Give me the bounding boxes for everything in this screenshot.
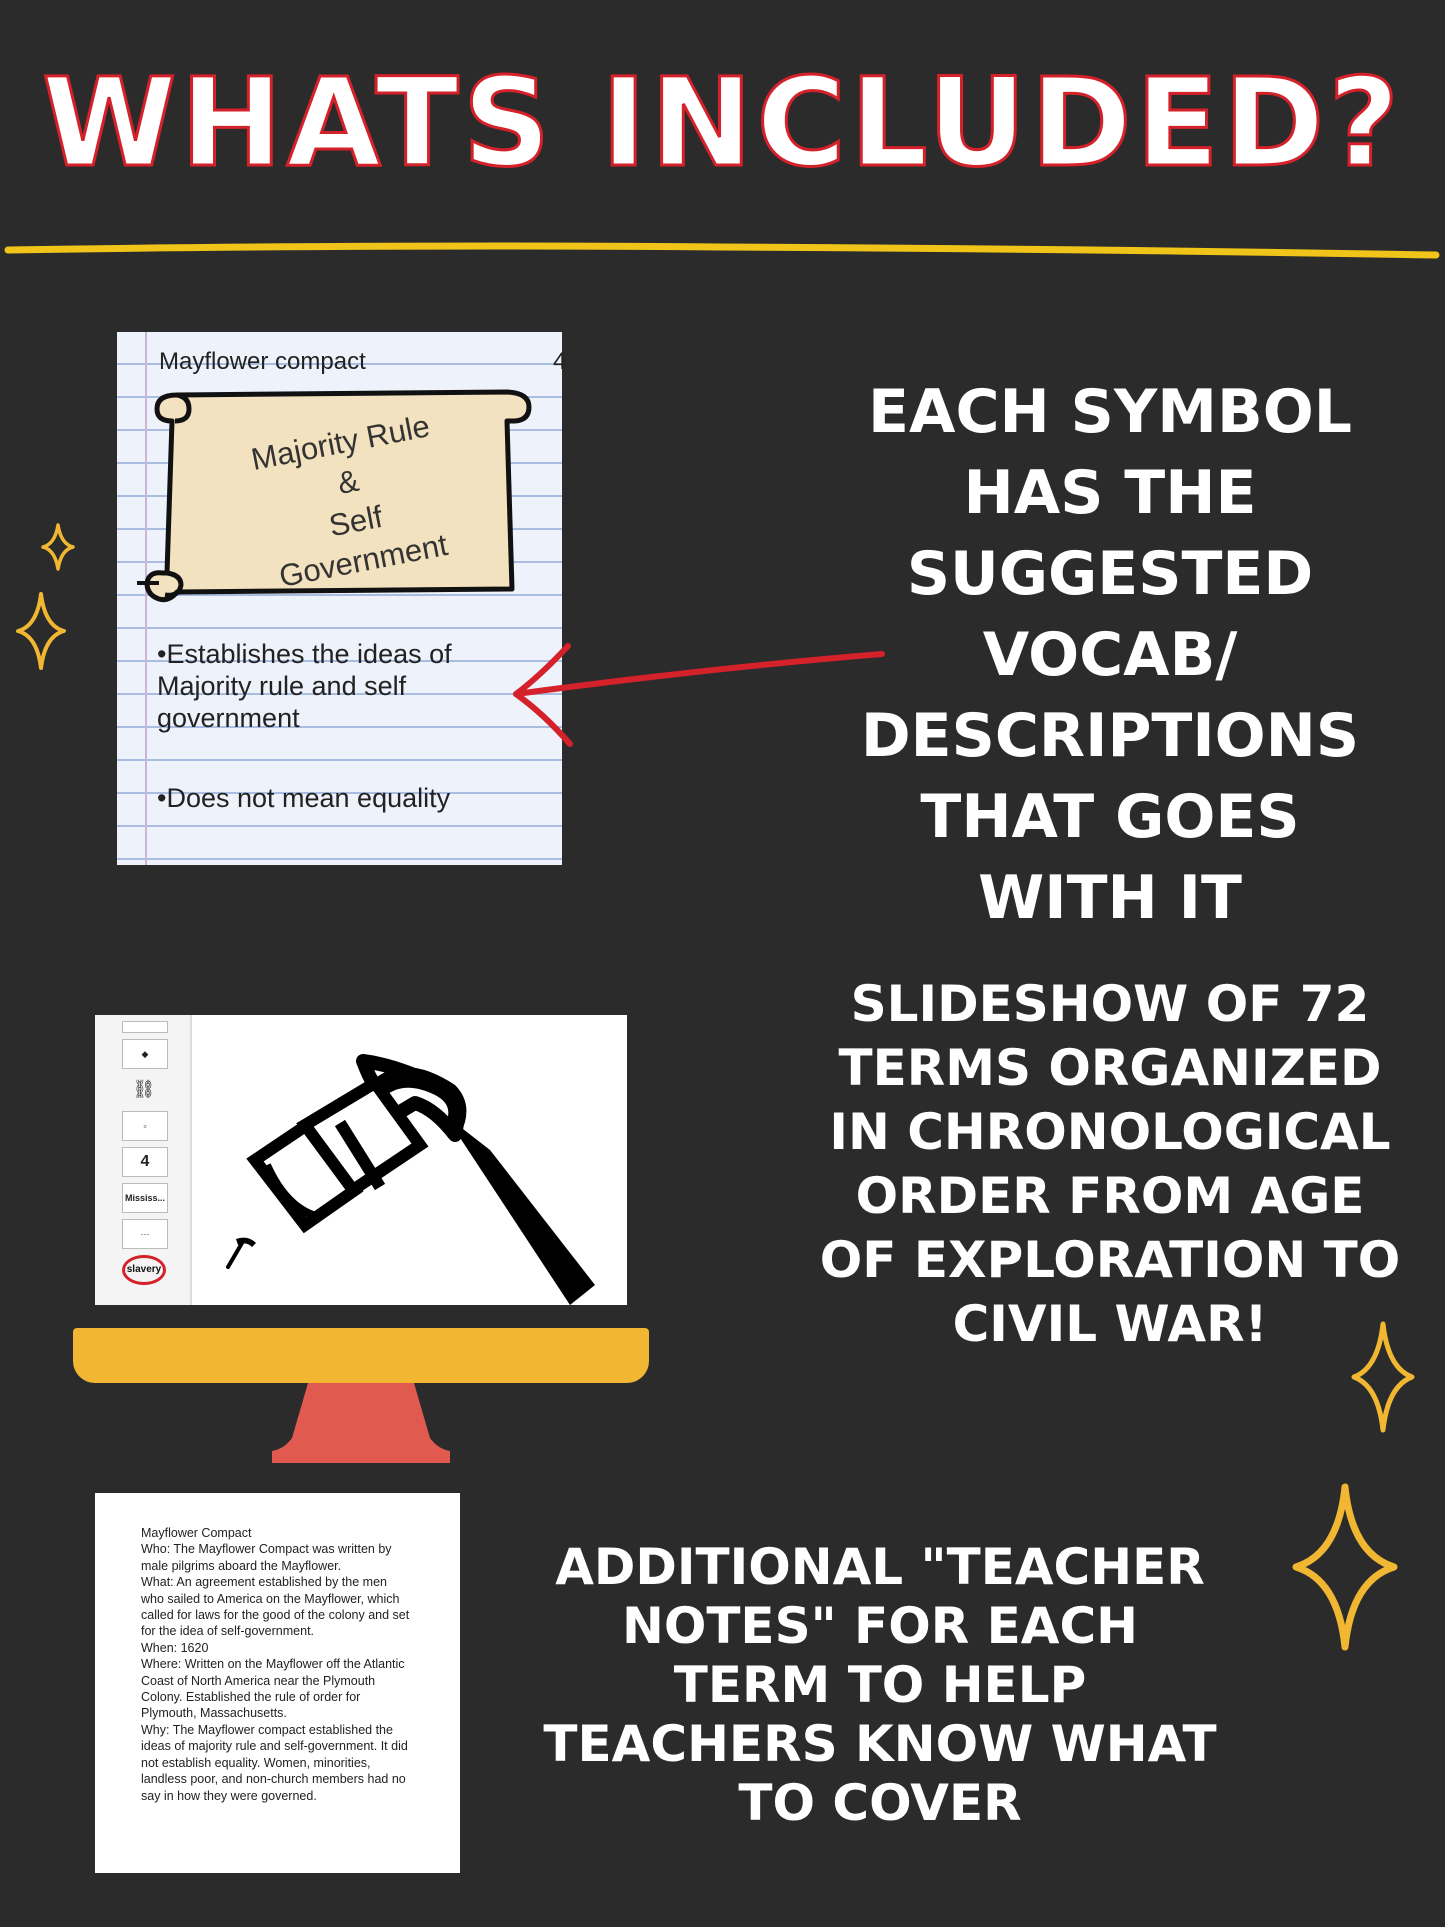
slide-thumbnail[interactable]: ◆ [122, 1039, 168, 1069]
slide-thumbnail[interactable]: ▫ [122, 1111, 168, 1141]
hammer-icon [245, 1055, 605, 1295]
sparkle-icon [14, 590, 68, 672]
sparkle-icon [40, 522, 76, 572]
title-underline [0, 238, 1445, 268]
sparkle-icon [1290, 1482, 1400, 1652]
scroll-text: Majority Rule & Self Government [248, 408, 451, 594]
sparkle-icon [1348, 1320, 1418, 1434]
slide-thumbnail[interactable]: Mississ... [122, 1183, 168, 1213]
slide-thumbnail[interactable]: slavery [122, 1255, 166, 1283]
monitor-stand [272, 1383, 450, 1463]
bullet-majority-rule: •Establishes the ideas of Majority rule and self government [157, 639, 452, 733]
monitor-base [73, 1328, 649, 1383]
small-hammer-icon [220, 1233, 262, 1275]
slide-thumbnail[interactable]: ··· [122, 1219, 168, 1249]
feature-slideshow: SLIDESHOW OF 72 TERMS ORGANIZED IN CHRONOLOGICAL ORDER FROM AGE OF EXPLORATION TO CIVIL WAR! [819, 975, 1401, 1353]
page-title: WHATS INCLUDED? [41, 52, 1404, 194]
slide-thumbnail[interactable] [122, 1021, 168, 1033]
slide-title: Mayflower compact [159, 348, 366, 375]
bullet-equality: •Does not mean equality [157, 783, 451, 813]
feature-symbol-vocab: EACH SYMBOL HAS THE SUGGESTED VOCAB/ DESCRIPTIONS THAT GOES WITH IT [860, 377, 1360, 933]
slide-preview [117, 332, 567, 865]
slide-number: 4 [553, 348, 567, 375]
slideshow-screen [95, 1015, 627, 1305]
feature-teacher-notes: ADDITIONAL "TEACHER NOTES" FOR EACH TERM TO HELP TEACHERS KNOW WHAT TO COVER [543, 1538, 1217, 1832]
slide-thumbnail[interactable]: 4 [122, 1147, 168, 1177]
slide-thumbnail[interactable]: ⛓ [132, 1079, 156, 1099]
teacher-notes-preview [95, 1493, 460, 1873]
slide-thumbnail-panel [95, 1015, 192, 1305]
teacher-notes-text: Mayflower Compact Who: The Mayflower Compact was written by male pilgrims aboard the Mayflower. What: An agreement established by the men who sailed to America on the Mayflower, which called for laws for the good of the colony and set for the idea of self-government. When: 1620 Where: Written on the Mayflower off the Atlantic Coast of North America near the Plymouth Colony. Established the rule of order for Plymouth, Massachusetts. Why: The Mayflower compact established the ideas of majority rule and self-government. It did not establish equality. Women, minorities, landless poor, and non-church members had no say in how they were governed. [141, 1526, 410, 1803]
